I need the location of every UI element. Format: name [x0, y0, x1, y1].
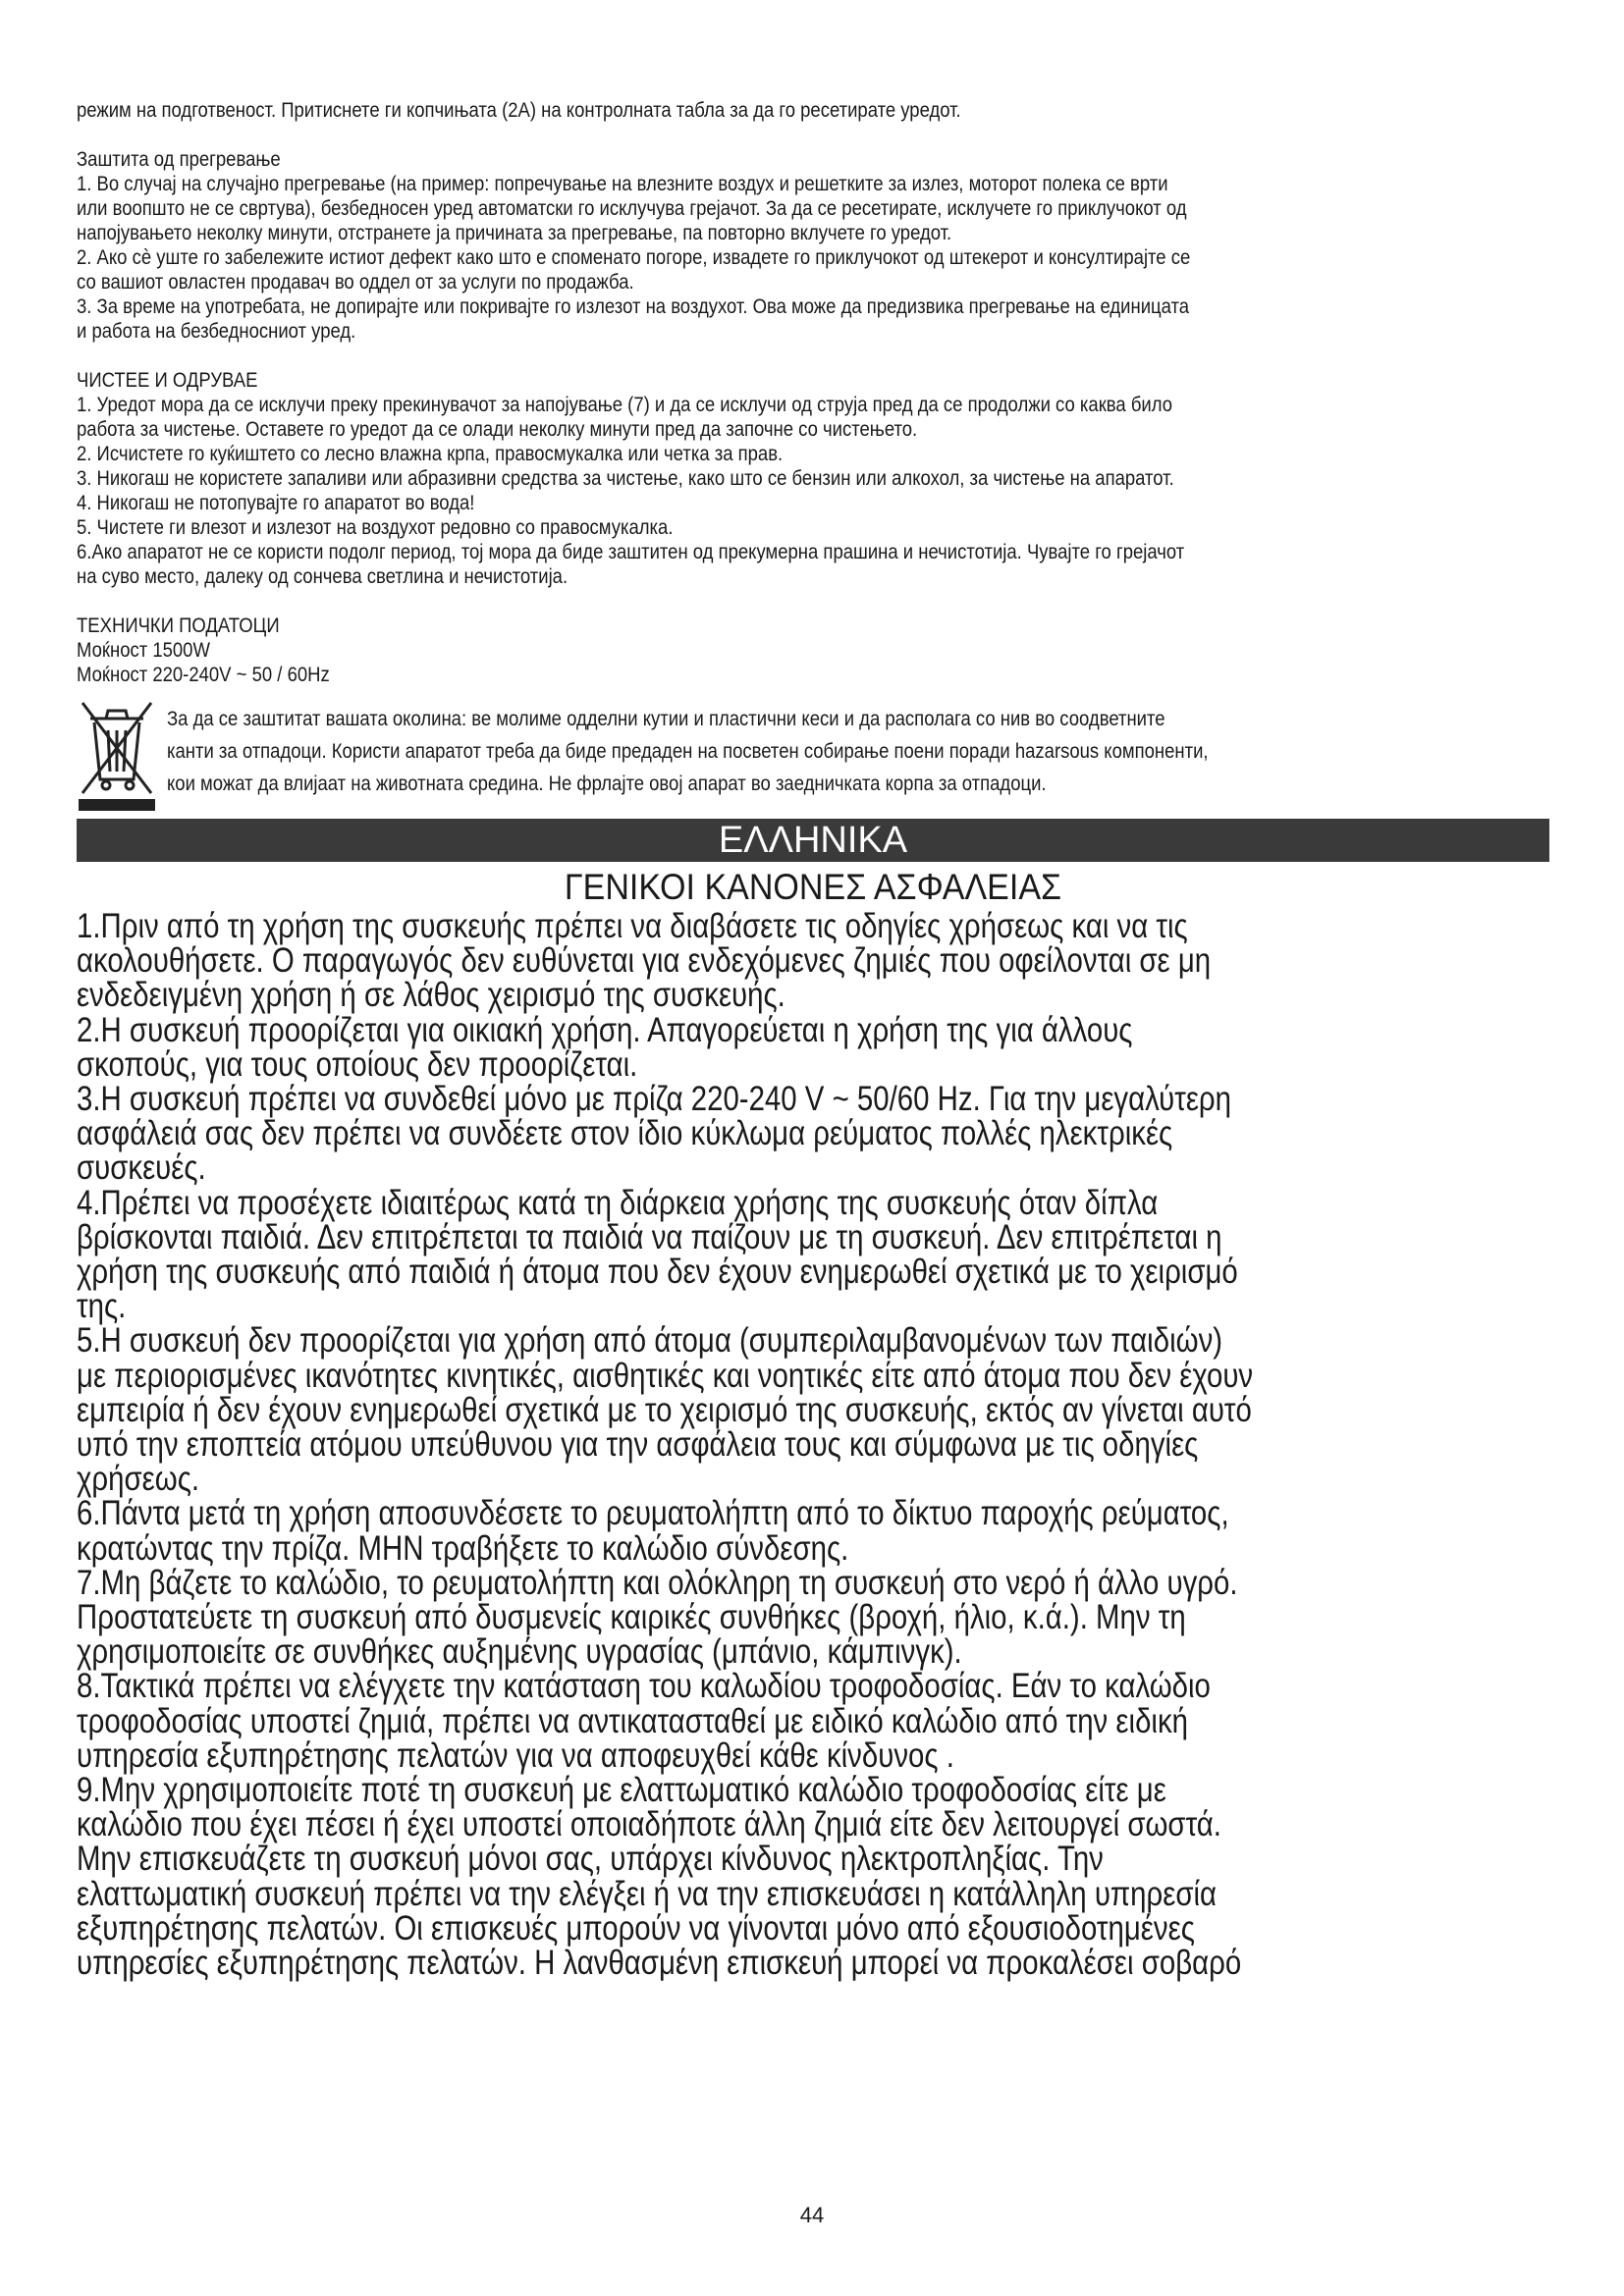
tech-power: Моќност 1500W [77, 638, 210, 662]
intro-line: режим на подготвеност. Притиснете ги копчињата (2А) на контролната табла за да го ресетирате уредот. [77, 98, 961, 122]
text-line: 1. Уредот мора да се исклучи преку прекинувачот за напојување (7) и да се исклучи од струја пред да се продолжи со каква било [77, 393, 1173, 416]
text-line: Προστατεύετε τη συσκευή από δυσμενείς καιρικές συνθήκες (βροχή, ήλιο, κ.ά.). Μην τη [77, 1598, 1186, 1637]
text-line: 3.Η συσκευή πρέπει να συνδεθεί μόνο με πρίζα 220-240 V ~ 50/60 Hz. Για την μεγαλύτερη [77, 1080, 1231, 1119]
overheat-title: Заштита од прегревање [77, 147, 281, 171]
text-line: εμπειρία ή δεν έχουν ενημερωθεί σχετικά με το χειρισμό της συσκευής, εκτός αν γίνεται αυτό [77, 1390, 1252, 1429]
text-line: 2. Ако сè уште го забележите истиот дефект како што е споменато погоре, извадете го приклучокот од штекерот и консултирајте се [77, 245, 1191, 269]
text-line: καλώδιο που έχει πέσει ή έχει υποστεί οποιαδήποτε άλλη ζημιά είτε δεν λειτουργεί σωστά. [77, 1805, 1221, 1844]
text-line: 4. Никогаш не потопувајте го апаратот во вода! [77, 491, 475, 514]
text-line: 7.Μη βάζετε το καλώδιο, το ρευματολήπτη και ολόκληρη τη συσκευή στο νερό ή άλλο υγρό. [77, 1563, 1238, 1602]
overheat-text [77, 172, 1549, 344]
text-line: 3. Никогаш не користете запаливи или абразивни средства за чистење, како што се бензин или алкохол, за чистење на апаратот. [77, 466, 1174, 490]
recycling-text [167, 703, 1551, 800]
section-title: ΓΕΝΙΚΟΙ ΚΑΝΟΝΕΣ ΑΣΦΑΛΕΙΑΣ [564, 867, 1062, 907]
text-line: συσκευές. [77, 1148, 206, 1188]
text-line: 6.Ако апаратот не се користи подолг период, тој мора да биде заштитен од прекумерна прашина и нечистотија. Чувајте го грејачот [77, 540, 1185, 563]
text-line: σκοπούς, για τους οποίους δεν προορίζεται. [77, 1044, 638, 1084]
tech-voltage: Моќност 220-240V ~ 50 / 60Hz [77, 663, 330, 686]
text-line: ασφάλειά σας δεν πρέπει να συνδέετε στον ίδιο κύκλωμα ρεύματος πολλές ηλεκτρικές [77, 1114, 1173, 1153]
text-line: 3. За време на употребата, не допирајте или покривајте го излезот на воздухот. Ова може да предизвика прегревање на единицата [77, 294, 1190, 318]
text-line: кои можат да влијаат на животната средина. Не фрлајте овој апарат во заедничката корпа за отпадоци. [167, 772, 1047, 795]
text-line: υπηρεσίες εξυπηρέτησης πελατών. Η λανθασμένη επισκευή μπορεί να προκαλέσει σοβαρό [77, 1944, 1242, 1983]
text-line: χρήση της συσκευής από παιδιά ή άτομα που δεν έχουν ενημερωθεί σχετικά με το χειρισμό [77, 1253, 1238, 1292]
manual-page [77, 98, 1549, 1983]
text-line: 6.Πάντα μετά τη χρήση αποσυνδέσετε το ρευματολήπτη από το δίκτυο παροχής ρεύματος, [77, 1494, 1229, 1533]
text-line: 9.Μην χρησιμοποιείτε ποτέ τη συσκευή με ελαττωματικό καλώδιο τροφοδοσίας είτε με [77, 1771, 1166, 1810]
text-line: τροφοδοσίας υποστεί ζημιά, πρέπει να αντικατασταθεί με ειδικό καλώδιο από την ειδική [77, 1701, 1189, 1740]
text-line: εξυπηρέτησης πελατών. Οι επισκευές μπορούν να γίνονται μόνο από εξουσιοδοτημένες [77, 1908, 1195, 1948]
cleaning-text [77, 393, 1549, 589]
text-line: Μην επισκευάζετε τη συσκευή μόνοι σας, υπάρχει κίνδυνος ηλεκτροπληξίας. Την [77, 1840, 1104, 1879]
text-line: υπηρεσία εξυπηρέτησης πελατών για να αποφευχθεί κάθε κίνδυνος . [77, 1735, 954, 1775]
text-line: κρατώντας την πρίζα. ΜΗΝ τραβήξετε το καλώδιο σύνδεσης. [77, 1528, 849, 1568]
language-banner: ΕΛΛΗΝΙΚΑ [77, 819, 1549, 862]
recycling-notice [77, 697, 1549, 813]
greek-section [77, 907, 1549, 1983]
macedonian-section [77, 98, 1549, 687]
text-line: ενδεδειγμένη χρήση ή σε λάθος χειρισμό της συσκευής. [77, 976, 785, 1015]
text-line: βρίσκονται παιδιά. Δεν επιτρέπεται τα παιδιά να παίζουν με τη συσκευή. Δεν επιτρέπεται η [77, 1217, 1222, 1256]
text-line: или воопшто не се свртува), безбедносен уред автоматски го исклучува грејачот. За да се ресетирате, исклучете го приклучокот од [77, 196, 1187, 220]
text-line: и работа на безбедносниот уред. [77, 319, 356, 343]
text-line: 4.Πρέπει να προσέχετε ιδιαιτέρως κατά τη διάρκεια χρήσης της συσκευής όταν δίπλα [77, 1183, 1159, 1222]
text-line: με περιορισμένες ικανότητες κινητικές, αισθητικές και νοητικές είτε από άτομα που δεν έχουν [77, 1356, 1254, 1395]
page-number: 44 [799, 2203, 825, 2227]
crossed-bin-icon [77, 697, 157, 813]
text-line: За да се заштитат вашата околина: ве молиме одделни кутии и пластични кеси и да располага со нив во соодветните [167, 707, 1165, 730]
text-line: 5. Чистете ги влезот и излезот на воздухот редовно со правосмукалка. [77, 515, 674, 539]
text-line: 5.Η συσκευή δεν προορίζεται για χρήση από άτομα (συμπεριλαμβανομένων των παιδιών) [77, 1321, 1223, 1361]
text-line: χρήσεως. [77, 1460, 200, 1499]
text-line: работа за чистење. Оставете го уредот да се олади неколку минути пред да започне со чистењето. [77, 417, 918, 441]
text-line: 2. Исчистете го куќиштето со лесно влажна крпа, правосмукалка или четка за прав. [77, 442, 784, 465]
text-line: 1.Πριν από τη χρήση της συσκευής πρέπει να διαβάσετε τις οδηγίες χρήσεως και να τις [77, 907, 1188, 945]
text-line: της. [77, 1287, 127, 1326]
text-line: ελαττωματική συσκευή πρέπει να την ελέγξει ή να την επισκευάσει η κατάλληλη υπηρεσία [77, 1874, 1218, 1913]
text-line: ακολουθήσετε. Ο παραγωγός δεν ευθύνεται για ενδεχόμενες ζημιές που οφείλονται σε μη [77, 941, 1212, 981]
text-line: 1. Во случај на случајно прегревање (на пример: попречување на влезните воздух и решетките за излез, моторот полека се врти [77, 172, 1168, 195]
text-line: 8.Τακτικά πρέπει να ελέγχετε την κατάσταση του καλωδίου τροφοδοσίας. Εάν το καλώδιο [77, 1667, 1211, 1706]
tech-title: ТЕХНИЧКИ ПОДАТОЦИ [77, 614, 280, 637]
text-line: χρησιμοποιείτε σε συνθήκες αυξημένης υγρασίας (μπάνιο, κάμπινγκ). [77, 1632, 962, 1672]
cleaning-title: ЧИСТЕЕ И ОДРУВАЕ [77, 368, 258, 392]
text-line: на суво место, далеку од сончева светлина и нечистотија. [77, 564, 568, 588]
text-line: напојувањето неколку минути, отстранете ја причината за прегревање, па повторно вклучете го уредот. [77, 221, 952, 244]
text-line: υπό την εποπτεία ατόμου υπεύθυνου για την ασφάλεια τους και σύμφωνα με τις οδηγίες [77, 1425, 1199, 1465]
text-line: 2.Η συσκευή προορίζεται για οικιακή χρήση. Απαγορεύεται η χρήση της για άλλους [77, 1010, 1133, 1049]
text-line: со вашиот овластен продавач во оддел от за услуги по продажба. [77, 270, 634, 294]
text-line: канти за отпадоци. Користи апаратот треба да биде предаден на посветен собирање поени поради hazarsous компоненти, [167, 739, 1209, 763]
